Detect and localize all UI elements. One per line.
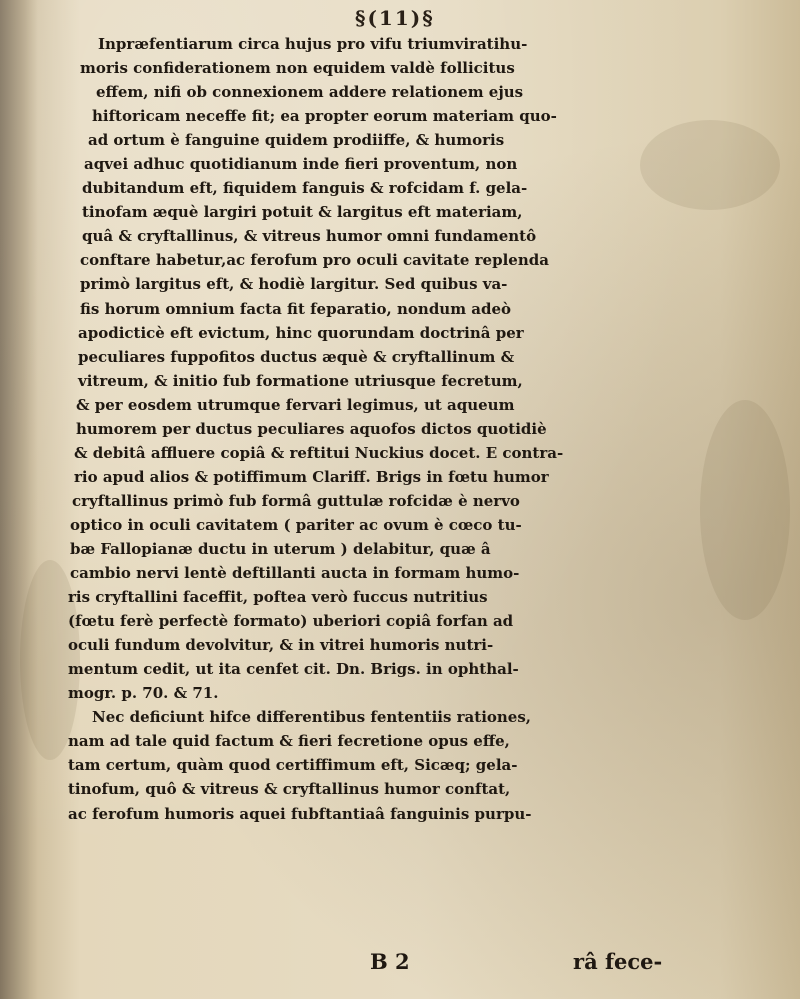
text-line: rio apud alios & potiffimum Clariff. Brigs in fœtu humor bbox=[74, 467, 549, 486]
text-line: moris confiderationem non equidem valdè follicitus bbox=[80, 59, 515, 78]
text-line: ris cryftallini faceffit, poftea verò fuccus nutritius bbox=[68, 588, 488, 607]
text-line: primò largitus eft, & hodiè largitur. Sed quibus va- bbox=[80, 275, 508, 294]
signature-mark: B 2 bbox=[370, 949, 410, 974]
text-line: Nec deficiunt hifce differentibus fententiis rationes, bbox=[92, 708, 532, 727]
text-line: cambio nervi lentè deftillanti aucta in formam humo- bbox=[70, 564, 520, 583]
text-line: Inpræfentiarum circa hujus pro vifu triumviratihu- bbox=[98, 35, 528, 53]
text-line: bæ Fallopianæ ductu in uterum ) delabitur, quæ â bbox=[70, 539, 491, 558]
text-line: nam ad tale quid factum & fieri fecretione opus effe, bbox=[68, 732, 510, 751]
text-line: & debitâ affluere copiâ & reftitui Nuckius docet. E contra- bbox=[74, 443, 564, 462]
text-line: tam certum, quàm quod certiffimum eft, Sicæq; gela- bbox=[68, 756, 518, 775]
text-line: mogr. p. 70. & 71. bbox=[68, 684, 219, 703]
text-line: tinofum, quô & vitreus & cryftallinus humor conftat, bbox=[68, 780, 511, 799]
text-line: optico in oculi cavitatem ( pariter ac ovum è cœco tu- bbox=[70, 515, 522, 534]
catchword: râ fece- bbox=[573, 949, 663, 974]
text-line: ac ferofum humoris aquei fubftantiaâ fanguinis purpu- bbox=[68, 804, 532, 823]
text-line: tinofam æquè largiri potuit & largitus eft materiam, bbox=[82, 203, 523, 222]
text-line: oculi fundum devolvitur, & in vitrei humoris nutri- bbox=[68, 636, 494, 655]
text-line: mentum cedit, ut ita cenfet cit. Dn. Brigs. in ophthal- bbox=[68, 660, 519, 679]
page-number-ornament: §(11)§ bbox=[355, 6, 435, 30]
text-line: conftare habetur,ac ferofum pro oculi cavitate replenda bbox=[80, 251, 549, 270]
text-line: ad ortum è fanguine quidem prodiiffe, & humoris bbox=[88, 131, 505, 150]
text-line: vitreum, & initio fub formatione utriusque fecretum, bbox=[78, 371, 523, 390]
text-line: aqvei adhuc quotidianum inde fieri proventum, non bbox=[84, 155, 518, 174]
text-line: fis horum omnium facta fit feparatio, nondum adeò bbox=[80, 299, 512, 318]
text-line: cryftallinus primò fub formâ guttulæ rofcidæ è nervo bbox=[72, 491, 520, 510]
body-text bbox=[62, 32, 702, 826]
text-line: apodicticè eft evictum, hinc quorundam doctrinâ per bbox=[78, 323, 524, 342]
text-line: effem, nifi ob connexionem addere relationem ejus bbox=[96, 83, 524, 102]
text-line: humorem per ductus peculiares aquofos dictos quotidiè bbox=[76, 419, 547, 438]
text-line: (fœtu ferè perfectè formato) uberiori copiâ forfan ad bbox=[68, 612, 514, 631]
text-line: peculiares fuppofitos ductus æquè & cryftallinum & bbox=[78, 347, 515, 366]
text-line: dubitandum eft, fiquidem fanguis & rofcidam f. gela- bbox=[82, 179, 528, 198]
paper-stain bbox=[700, 400, 790, 620]
text-line: quâ & cryftallinus, & vitreus humor omni fundamentô bbox=[82, 227, 537, 246]
page-gutter-shadow bbox=[0, 0, 38, 999]
text-line: hiftoricam neceffe fit; ea propter eorum materiam quo- bbox=[92, 107, 557, 126]
text-line: & per eosdem utrumque fervari legimus, ut aqueum bbox=[76, 395, 515, 414]
